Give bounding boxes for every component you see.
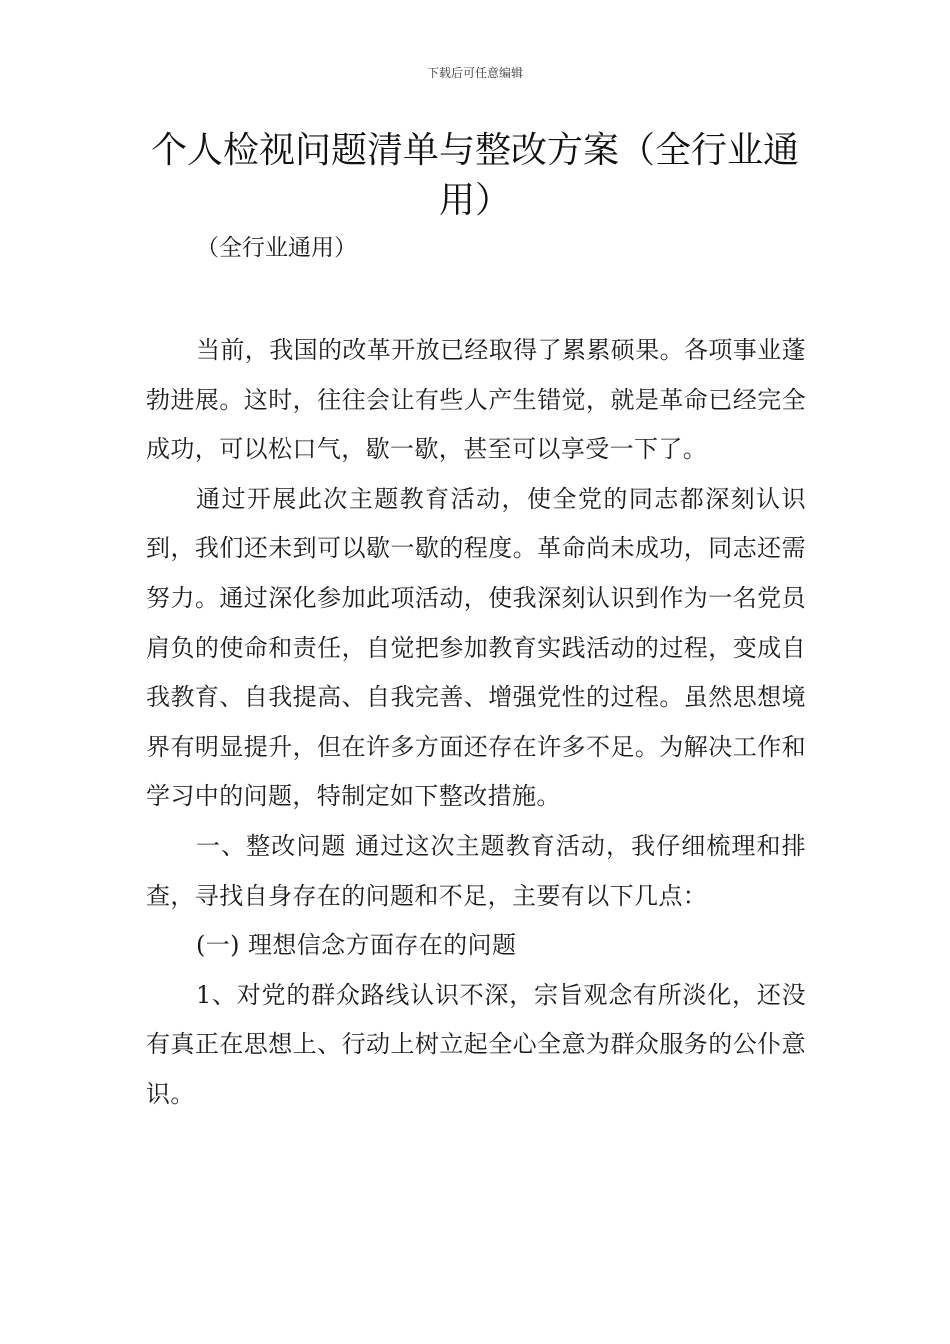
document-body (146, 326, 806, 1120)
document-title: 个人检视问题清单与整改方案（全行业通用） (150, 130, 799, 221)
section-heading-rectification: 一、整改问题 通过这次主题教育活动，我仔细梳理和排查，寻找自身存在的问题和不足，主要有以下几点： (146, 831, 806, 910)
header-note: 下载后可任意编辑 (426, 66, 523, 80)
subsection-heading-ideals: (一) 理想信念方面存在的问题 (196, 931, 517, 960)
paragraph-activity: 通过开展此次主题教育活动，使全党的同志都深刻认识到，我们还未到可以歇一歇的程度。革命尚未成功，同志还需努力。通过深化参加此项活动，使我深刻认识到作为一名党员肩负的使命和责任，自觉把参加教育实践活动的过程，变成自我教育、自我提高、自我完善、增强党性的过程。虽然思想境界有明显提升，但在许多方面还存在许多不足。为解决工作和学习中的问题，特制定如下整改措施。 (146, 484, 806, 811)
paragraph-intro: 当前，我国的改革开放已经取得了累累硕果。各项事业蓬勃进展。这时，往往会让有些人产生错觉，就是革命已经完全成功，可以松口气，歇一歇，甚至可以享受一下了。 (146, 336, 806, 464)
document-subtitle: （全行业通用） (196, 235, 357, 261)
list-item-1: 1、对党的群众路线认识不深，宗旨观念有所淡化，还没有真正在思想上、行动上树立起全心全意为群众服务的公仆意识。 (146, 980, 806, 1108)
